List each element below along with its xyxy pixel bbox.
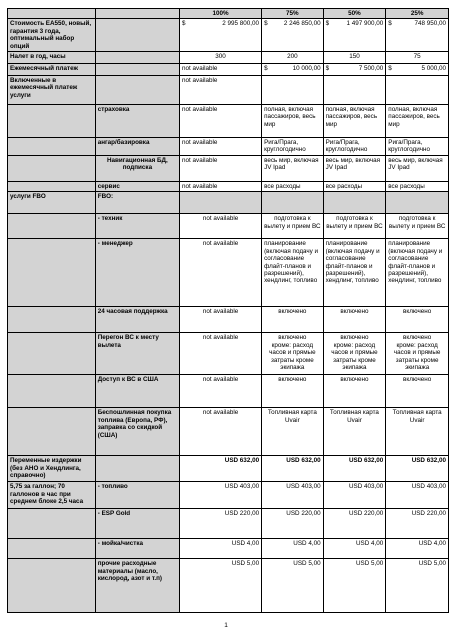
value-cell: весь мир, включая JV Ipad (323, 156, 386, 182)
value-cell: включено кроме: расход часов и прямые затраты кроме экипажа (386, 333, 449, 375)
value-cell: USD 403,00 (180, 482, 262, 509)
table-row (8, 156, 449, 182)
row-label: Налет в год, часы (8, 52, 96, 64)
value-cell: 300 (180, 52, 262, 64)
table-row (8, 509, 449, 539)
value-cell: все расходы (386, 182, 449, 192)
value-cell: $ 748 950,00 (386, 19, 449, 52)
empty-cell (8, 105, 96, 138)
value-cell: весь мир, включая JV Ipad (386, 156, 449, 182)
row-label: прочие расходные материалы (масло, кислород, азот и т.п) (95, 559, 179, 613)
column-header: 75% (262, 9, 324, 19)
empty-cell (180, 192, 262, 214)
value-cell: включено (386, 375, 449, 408)
value-cell: USD 403,00 (262, 482, 324, 509)
value-cell: not available (180, 64, 262, 76)
value-cell: not available (180, 156, 262, 182)
row-label: Доступ к ВС в США (95, 375, 179, 408)
table-row (8, 52, 449, 64)
header-empty (8, 9, 96, 19)
empty-cell (8, 307, 96, 333)
value-cell: USD 220,00 (262, 509, 324, 539)
value-cell: полная, включая пассажиров, весь мир (262, 105, 324, 138)
value-cell: USD 4,00 (323, 539, 386, 559)
row-note: 5,75 за галлон; 70 галлонов в час при среднем блоке 2,5 часа (8, 482, 96, 509)
column-header: 50% (323, 9, 386, 19)
table-row (8, 138, 449, 156)
value-cell: USD 632,00 (180, 456, 262, 482)
empty-cell (8, 559, 96, 613)
value-cell: подготовка к вылету и прием ВС (323, 214, 386, 239)
value-cell: USD 632,00 (386, 456, 449, 482)
row-label: 24 часовая поддержка (95, 307, 179, 333)
value-cell: USD 220,00 (323, 509, 386, 539)
value-cell: 200 (262, 52, 324, 64)
header-row (8, 9, 449, 19)
empty-cell (8, 408, 96, 456)
value-cell: not available (180, 76, 262, 105)
value-cell: подготовка к вылету и прием ВС (386, 214, 449, 239)
value-cell: USD 403,00 (386, 482, 449, 509)
value-cell: включено кроме: расход часов и прямые затраты кроме экипажа (262, 333, 324, 375)
value-cell: USD 5,00 (262, 559, 324, 613)
empty-cell (95, 19, 179, 52)
empty-cell (8, 509, 96, 539)
empty-cell (8, 214, 96, 239)
value-cell: включено (323, 307, 386, 333)
value-cell: not available (180, 408, 262, 456)
value-cell: $ 7 500,00 (323, 64, 386, 76)
value-cell: USD 4,00 (180, 539, 262, 559)
table-row (8, 408, 449, 456)
value-cell: USD 220,00 (386, 509, 449, 539)
table-row (8, 456, 449, 482)
value-cell: Топливная карта Uvair (262, 408, 324, 456)
table-row (8, 307, 449, 333)
value-cell: $ 5 000,00 (386, 64, 449, 76)
value-cell: $ 2 995 800,00 (180, 19, 262, 52)
row-label: Беспошлинная покупка топлива (Европа, РФ), заправка со скидкой (США) (95, 408, 179, 456)
column-header: 100% (180, 9, 262, 19)
table-row (8, 239, 449, 307)
value-cell: not available (180, 333, 262, 375)
value-cell: включено (262, 375, 324, 408)
empty-cell (262, 76, 324, 105)
header-empty (95, 9, 179, 19)
empty-cell (8, 138, 96, 156)
table-row (8, 333, 449, 375)
empty-cell (95, 76, 179, 105)
value-cell: USD 220,00 (180, 509, 262, 539)
empty-cell (95, 52, 179, 64)
value-cell: USD 4,00 (262, 539, 324, 559)
row-label: Включенные в ежемесячный платеж услуги (8, 76, 96, 105)
row-label: Стоимость EA550, новый, гарантия 3 года, оптимальный набор опций (8, 19, 96, 52)
row-label: - менеджер (95, 239, 179, 307)
value-cell: планирование (включая подачу и согласование флайт-планов и разрешений), хендлинг, топливо (386, 239, 449, 307)
value-cell: подготовка к вылету и прием ВС (262, 214, 324, 239)
value-cell: планирование (включая подачу и согласование флайт-планов и разрешений), хендлинг, топливо (323, 239, 386, 307)
value-cell: включено (386, 307, 449, 333)
value-cell: все расходы (262, 182, 324, 192)
empty-cell (8, 375, 96, 408)
value-cell: включено кроме: расход часов и прямые затраты кроме экипажа (323, 333, 386, 375)
value-cell: USD 632,00 (262, 456, 324, 482)
value-cell: $ 2 246 850,00 (262, 19, 324, 52)
value-cell: not available (180, 138, 262, 156)
value-cell: not available (180, 214, 262, 239)
table-row (8, 482, 449, 509)
table-row (8, 182, 449, 192)
row-label: сервис (95, 182, 179, 192)
value-cell: $ 10 000,00 (262, 64, 324, 76)
empty-cell (8, 539, 96, 559)
empty-cell (323, 192, 386, 214)
row-label: - ESP Gold (95, 509, 179, 539)
row-label: ангар/базировка (95, 138, 179, 156)
value-cell: USD 5,00 (323, 559, 386, 613)
row-label: - техник (95, 214, 179, 239)
empty-cell (8, 156, 96, 182)
value-cell: USD 632,00 (323, 456, 386, 482)
row-label: - топливо (95, 482, 179, 509)
table-row (8, 64, 449, 76)
value-cell: Рига/Прага, круглогодично (262, 138, 324, 156)
row-label: Навигационная БД, подписка (95, 156, 179, 182)
value-cell: 150 (323, 52, 386, 64)
table-row (8, 192, 449, 214)
value-cell: полная, включая пассажиров, весь мир (323, 105, 386, 138)
value-cell: все расходы (323, 182, 386, 192)
empty-cell (8, 182, 96, 192)
table-row (8, 539, 449, 559)
value-cell: Рига/Прага, круглогодично (386, 138, 449, 156)
value-cell: Топливная карта Uvair (323, 408, 386, 456)
value-cell: not available (180, 239, 262, 307)
empty-cell (8, 333, 96, 375)
value-cell: not available (180, 105, 262, 138)
table-row (8, 19, 449, 52)
value-cell: включено (262, 307, 324, 333)
row-label: - мойка/чистка (95, 539, 179, 559)
value-cell: USD 5,00 (386, 559, 449, 613)
value-cell: not available (180, 307, 262, 333)
value-cell: планирование (включая подачу и согласование флайт-планов и разрешений), хендлинг, топливо (262, 239, 324, 307)
value-cell: весь мир, включая JV Ipad (262, 156, 324, 182)
value-cell: $ 1 497 900,00 (323, 19, 386, 52)
empty-cell (95, 64, 179, 76)
value-cell: включено (323, 375, 386, 408)
value-cell: not available (180, 375, 262, 408)
row-label: страховка (95, 105, 179, 138)
table-row (8, 559, 449, 613)
value-cell: not available (180, 182, 262, 192)
row-label: Ежемесячный платеж (8, 64, 96, 76)
page-number: 1 (224, 622, 228, 629)
empty-cell (8, 239, 96, 307)
value-cell: USD 403,00 (323, 482, 386, 509)
value-cell: Рига/Прага, круглогодично (323, 138, 386, 156)
column-header: 25% (386, 9, 449, 19)
value-cell: USD 5,00 (180, 559, 262, 613)
table-row (8, 76, 449, 105)
value-cell: Топливная карта Uvair (386, 408, 449, 456)
empty-cell (323, 76, 386, 105)
empty-cell (95, 456, 179, 482)
table-row (8, 105, 449, 138)
empty-cell (262, 192, 324, 214)
value-cell: полная, включая пассажиров, весь мир (386, 105, 449, 138)
empty-cell (386, 192, 449, 214)
row-label: Переменные издержки (без АНО и Хендлинга, справочно) (8, 456, 96, 482)
document (7, 8, 449, 613)
empty-cell (386, 76, 449, 105)
cost-table (7, 8, 449, 613)
table-row (8, 214, 449, 239)
row-label: Перегон ВС к месту вылета (95, 333, 179, 375)
row-label: FBO: (95, 192, 179, 214)
table-row (8, 375, 449, 408)
row-group-label: услуги FBO (8, 192, 96, 214)
value-cell: 75 (386, 52, 449, 64)
value-cell: USD 4,00 (386, 539, 449, 559)
